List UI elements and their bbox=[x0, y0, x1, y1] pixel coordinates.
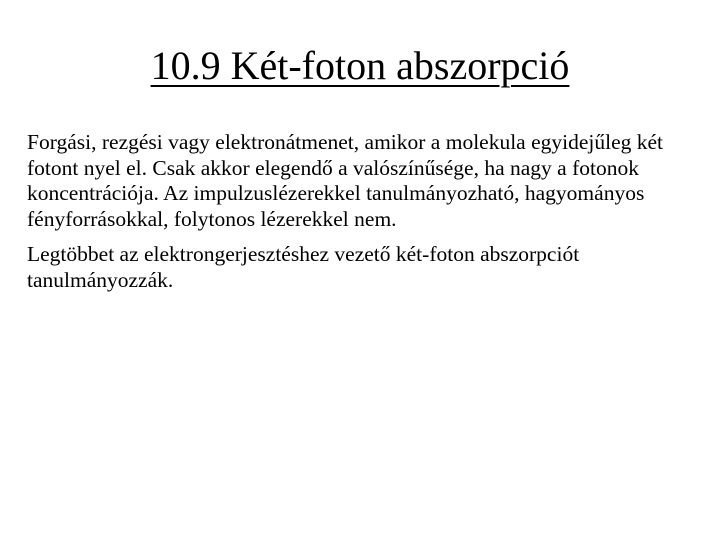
body-paragraph-2: Legtöbbet az elektrongerjesztéshez vezető két-foton abszorpciót tanulmányozzák. bbox=[27, 242, 580, 292]
slide-title-text: 10.9 Két-foton abszorpció bbox=[150, 43, 570, 88]
slide-body bbox=[27, 130, 697, 303]
body-paragraph-1: Forgási, rezgési vagy elektronátmenet, amikor a molekula egyidejűleg két fotont nyel el. Csak akkor elegendő a valószínűsége, ha nagy a fotonok koncentrációja. Az impulzuslézerekkel tanulmányozható, hagyományos fényforrásokkal, folytonos lézerekkel nem. bbox=[27, 130, 664, 231]
slide-title bbox=[0, 40, 720, 92]
